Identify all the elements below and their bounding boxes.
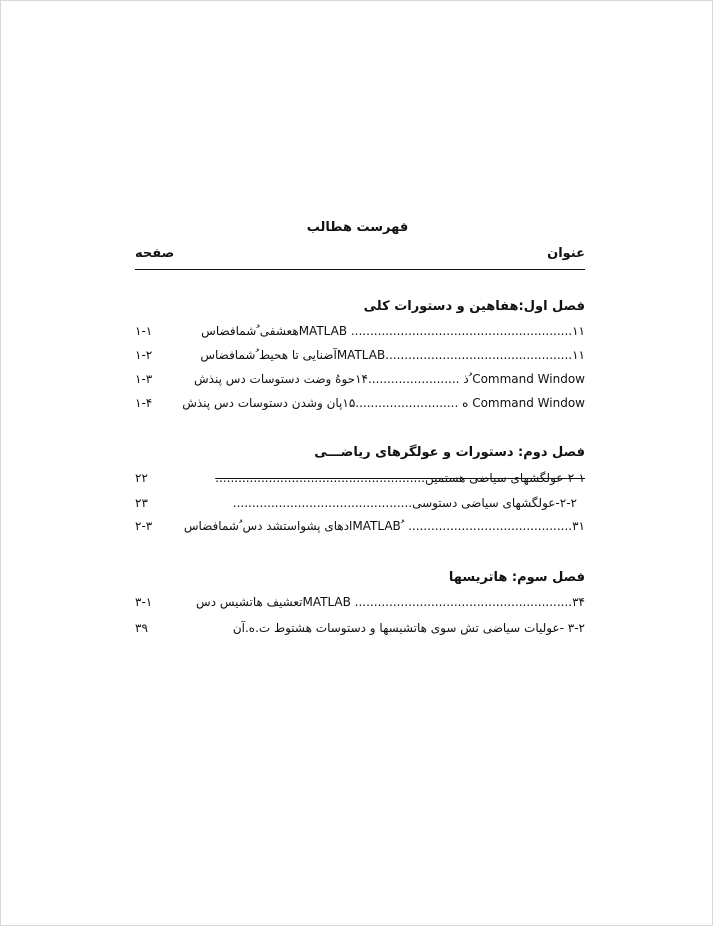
chapter-1-heading: فصل اول:هفاهین و دستورات کلی (363, 299, 585, 314)
toc-entry-title: Command Window ُذ ........................۱۴حوهُ وضت دستوسات دس پنذش (194, 372, 585, 386)
toc-header (135, 246, 585, 266)
toc-entry-title: MATLAB ..........................................................۱۱هعشفی ُشمافضاس (201, 324, 585, 338)
toc-entry-title: MATLAB .........................................................۳۴تعشیف هاتشیس دس (196, 595, 585, 609)
toc-entry[interactable] (135, 396, 585, 414)
toc-entry[interactable] (135, 496, 585, 514)
toc-entry-number: ۱-۲ (135, 348, 153, 362)
toc-entry-title: ۲-۱-عولگشهای سیاضی هستمین....................................................... (215, 471, 585, 485)
chapter-2-heading: فصل دوم: دستورات و عولگرهای ریاضـــی (314, 445, 585, 460)
toc-entry-title: ۳-۲ -عولیات سیاضی تش سوی هاتشیسها و دستوسات هشتوط ت.ه.آن (232, 621, 585, 635)
toc-entry-number: ۳۹ (135, 621, 148, 635)
toc-entry-number: ۱-۳ (135, 372, 153, 386)
toc-entry-number: ۲-۳ (135, 519, 153, 533)
column-page-label: صفحه (135, 246, 175, 261)
toc-entry-number: ۲۲ (135, 471, 148, 485)
column-title-label: عنوان (547, 246, 585, 261)
toc-entry-title: Command Window ه ...........................۱۵پان وشدن دستوسات دس پنذش (182, 396, 585, 410)
toc-entry[interactable] (135, 519, 585, 537)
toc-entry[interactable] (135, 348, 585, 366)
toc-title: فهرست هطالب (306, 220, 409, 235)
toc-entry-number: ۳-۱ (135, 595, 153, 609)
toc-entry-title: MATLAB ُ ...........................................۳۱ادهای پشواستشد دس ُشمافضاس (183, 519, 585, 533)
toc-entry[interactable] (135, 372, 585, 390)
toc-entry[interactable] (135, 471, 585, 489)
toc-entry-title: MATLAB.................................................۱۱آضنایی تا هحیط ُشمافضاس (200, 348, 585, 362)
toc-entry[interactable] (135, 595, 585, 613)
toc-entry[interactable] (135, 621, 585, 639)
toc-entry[interactable] (135, 324, 585, 342)
chapter-3-heading: فصل سوم: هاتریسها (448, 570, 585, 585)
toc-entry-number: ۱-۴ (135, 396, 153, 410)
header-divider (135, 269, 585, 270)
toc-entry-number: ۲۳ (135, 496, 148, 510)
toc-entry-title: ۲-۲-عولگشهای سیاضی دستوسی............................................... (232, 496, 577, 510)
toc-entry-number: ۱-۱ (135, 324, 153, 338)
